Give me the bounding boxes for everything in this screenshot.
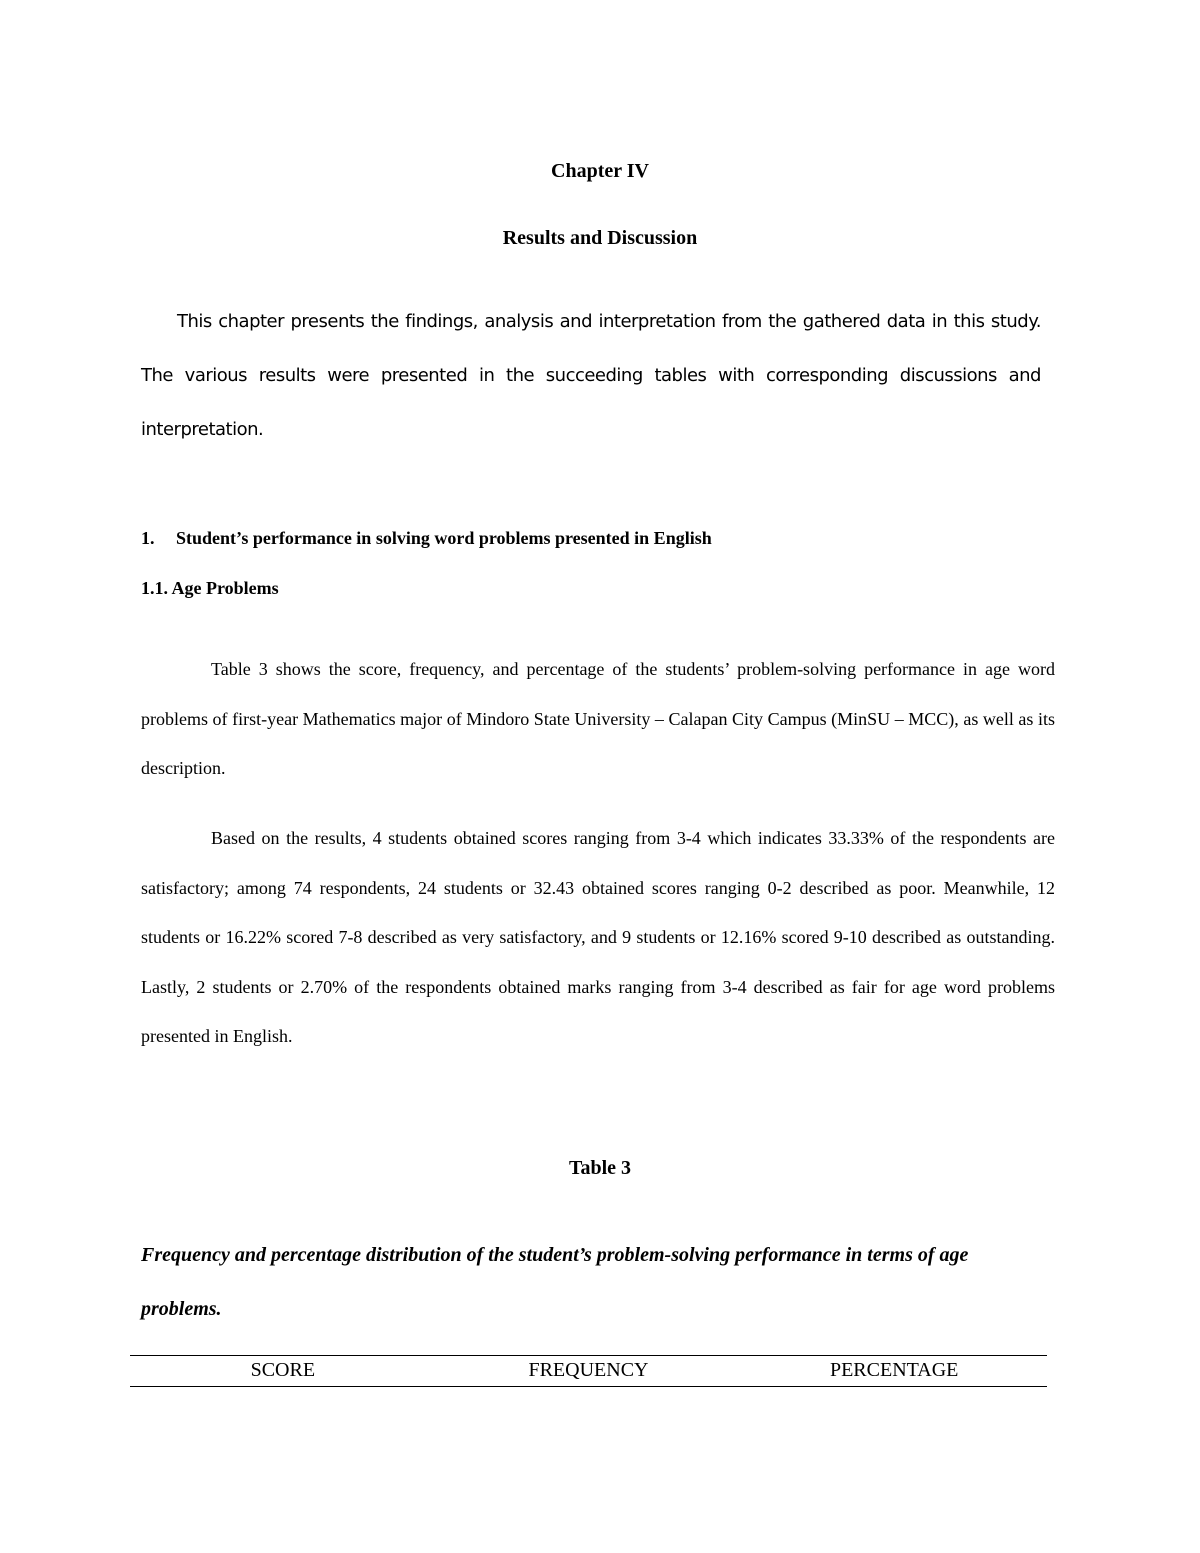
section-title: Results and Discussion xyxy=(502,227,698,249)
heading-1 xyxy=(141,528,712,549)
intro-paragraph: This chapter presents the findings, analysis and interpretation from the gathered data in this study. The various results were presented in the succeeding tables with corresponding discussions and interpretation. xyxy=(141,311,1041,440)
table-header-row xyxy=(130,1356,1047,1387)
heading-1-number: 1. xyxy=(141,528,155,548)
table-header-percentage: PERCENTAGE xyxy=(741,1356,1047,1387)
table-title: Table 3 xyxy=(568,1157,632,1179)
table-header-score: SCORE xyxy=(130,1356,436,1387)
table-header-frequency: FREQUENCY xyxy=(436,1356,742,1387)
table-caption: Frequency and percentage distribution of the student’s problem-solving performance in terms of age problems. xyxy=(141,1244,969,1320)
heading-1-text: Student’s performance in solving word problems presented in English xyxy=(176,528,712,548)
frequency-table xyxy=(130,1355,1047,1387)
heading-1-1: 1.1. Age Problems xyxy=(141,578,279,598)
table-intro-paragraph: Table 3 shows the score, frequency, and percentage of the students’ problem-solving performance in age word problems of first-year Mathematics major of Mindoro State University – Calapan City Campus (MinSU – MCC), as well as its description. xyxy=(141,659,1055,778)
chapter-title: Chapter IV xyxy=(551,160,649,182)
results-paragraph: Based on the results, 4 students obtained scores ranging from 3-4 which indicates 33.33% of the respondents are satisfactory; among 74 respondents, 24 students or 32.43 obtained scores ranging 0-2 described as poor. Meanwhile, 12 students or 16.22% scored 7-8 described as very satisfactory, and 9 students or 12.16% scored 9-10 described as outstanding. Lastly, 2 students or 2.70% of the respondents obtained marks ranging from 3-4 described as fair for age word problems presented in English. xyxy=(141,828,1055,1046)
